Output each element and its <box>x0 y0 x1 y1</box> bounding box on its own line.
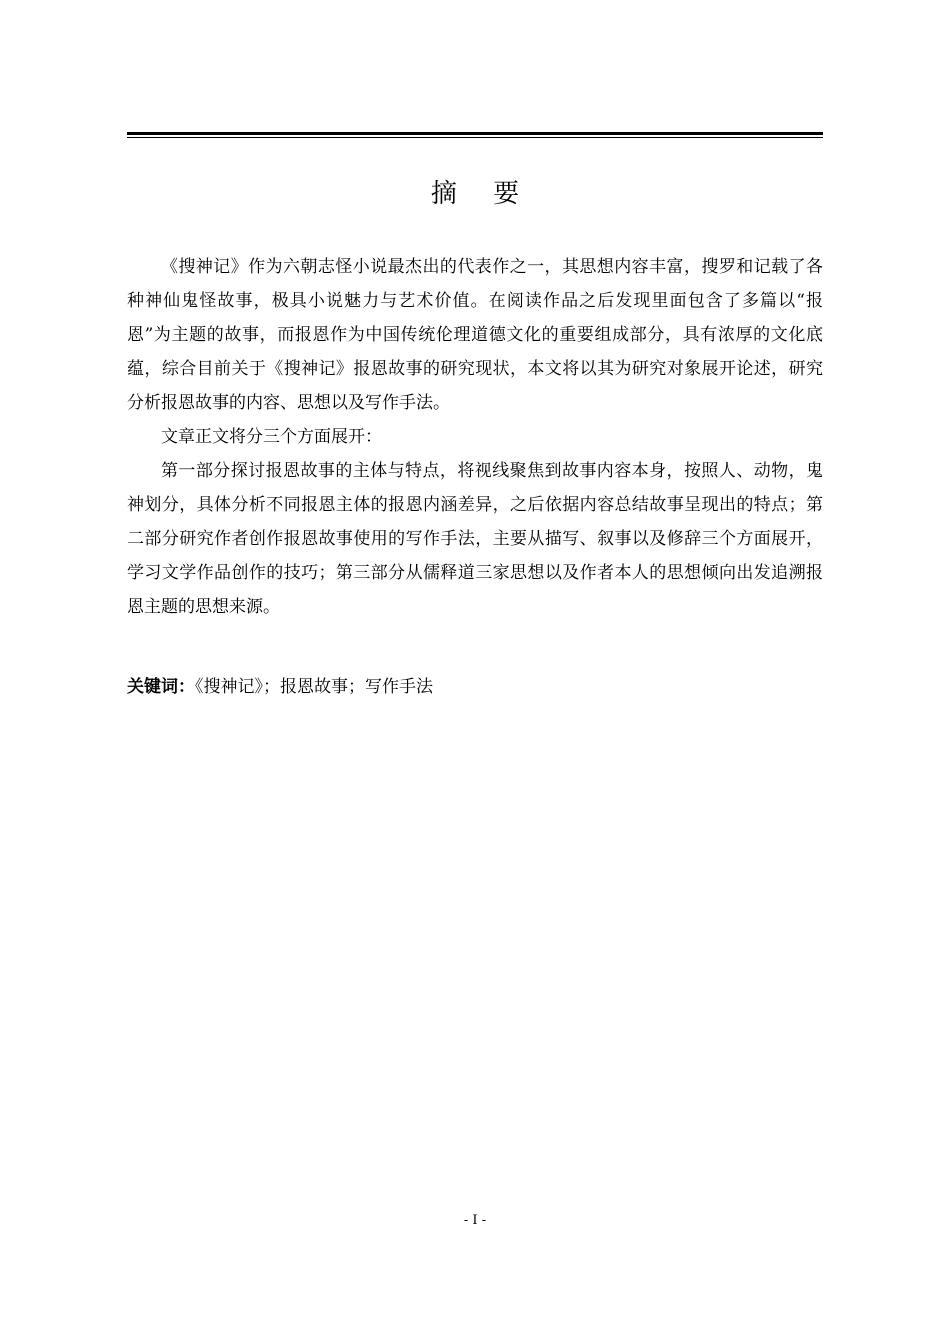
abstract-paragraph-3: 第一部分探讨报恩故事的主体与特点，将视线聚焦到故事内容本身，按照人、动物，鬼神划分，具体分析不同报恩主体的报恩内涵差异，之后依据内容总结故事呈现出的特点；第二部分研究作者创作报恩故事使用的写作手法，主要从描写、叙事以及修辞三个方面展开，学习文学作品创作的技巧；第三部分从儒释道三家思想以及作者本人的思想倾向出发追溯报恩主题的思想来源。 <box>127 461 823 617</box>
abstract-paragraph-2: 文章正文将分三个方面展开： <box>161 427 382 447</box>
keywords-value: 《搜神记》；报恩故事；写作手法 <box>195 677 433 697</box>
page-number: - I - <box>463 1213 487 1228</box>
keywords-line <box>127 673 823 701</box>
abstract-body <box>127 250 823 624</box>
keywords-label: 关键词： <box>127 677 195 697</box>
abstract-title: 摘 要 <box>430 179 534 209</box>
abstract-paragraph-1: 《搜神记》作为六朝志怪小说最杰出的代表作之一，其思想内容丰富，搜罗和记载了各种神仙鬼怪故事，极具小说魅力与艺术价值。在阅读作品之后发现里面包含了多篇以“报恩”为主题的故事，而报恩作为中国传统伦理道德文化的重要组成部分，具有浓厚的文化底蕴，综合目前关于《搜神记》报恩故事的研究现状，本文将以其为研究对象展开论述，研究分析报恩故事的内容、思想以及写作手法。 <box>127 257 823 413</box>
header-rule-thick <box>127 132 823 135</box>
header-rule-thin <box>127 137 823 138</box>
